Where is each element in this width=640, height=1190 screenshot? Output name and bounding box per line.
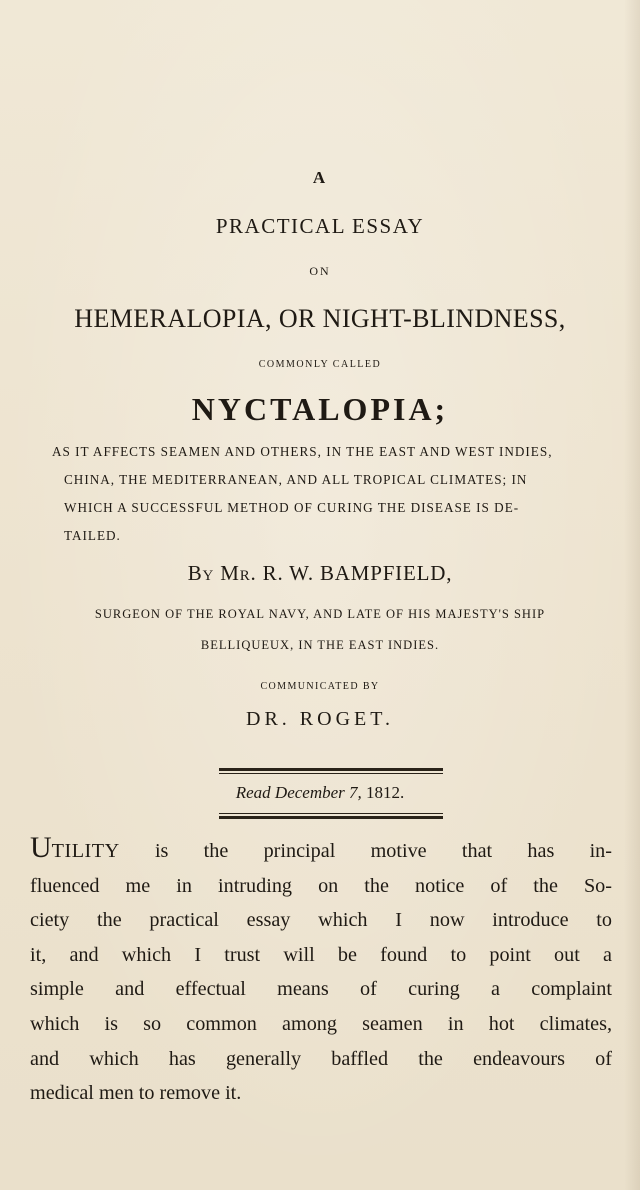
- subtitle-block: [52, 438, 624, 550]
- body-line: simple and effectual means of curing a complaint: [30, 978, 612, 1001]
- author-position-line1: SURGEON OF THE ROYAL NAVY, AND LATE OF HIS MAJESTY'S SHIP: [94, 607, 546, 621]
- title-subject: HEMERALOPIA, OR NIGHT-BLINDNESS,: [74, 304, 566, 333]
- subtitle-line: TAILED.: [64, 528, 121, 543]
- rule-thin-bottom: [219, 813, 443, 814]
- body-line: and which has generally baffled the endeavours of: [30, 1047, 612, 1070]
- title-commonly-called: COMMONLY CALLED: [258, 359, 382, 370]
- title-main: PRACTICAL ESSAY: [215, 214, 425, 238]
- body-line: ciety the practical essay which I now introduce to: [30, 909, 612, 932]
- body-line: medical men to remove it.: [30, 1082, 242, 1105]
- title-article: A: [312, 168, 328, 187]
- author-line: [0, 561, 640, 586]
- first-word-rest: TILITY: [51, 840, 120, 862]
- first-line-rest: is the principal motive that has in-: [119, 840, 612, 862]
- read-label: Read December 7,: [235, 783, 362, 802]
- rule-thick-bottom: [219, 816, 443, 819]
- rule-thin-top: [219, 773, 443, 774]
- author-name: R. W. BAMPFIELD,: [262, 561, 453, 585]
- read-date: [0, 783, 640, 803]
- body-line: it, and which I trust will be found to point out a: [30, 943, 612, 966]
- rule-thick-top: [219, 768, 443, 771]
- body-line: which is so common among seamen in hot climates,: [30, 1012, 612, 1035]
- author-title: Mr.: [220, 561, 257, 585]
- body-line-first: [30, 831, 612, 869]
- author-by: By: [187, 561, 215, 585]
- read-year: 1812.: [366, 783, 405, 802]
- author-position-line2: BELLIQUEUX, IN THE EAST INDIES.: [200, 638, 440, 652]
- subtitle-line: CHINA, THE MEDITERRANEAN, AND ALL TROPICAL CLIMATES; IN: [64, 472, 528, 487]
- subtitle-line: WHICH A SUCCESSFUL METHOD OF CURING THE DISEASE IS DE-: [64, 500, 520, 515]
- communicated-name: DR. ROGET.: [246, 708, 394, 730]
- communicated-label: COMMUNICATED BY: [260, 681, 380, 692]
- body-line: fluenced me in intruding on the notice of the So-: [30, 874, 612, 897]
- drop-cap: U: [30, 831, 52, 864]
- title-on: ON: [309, 264, 331, 278]
- subtitle-line: AS IT AFFECTS SEAMEN AND OTHERS, IN THE EAST AND WEST INDIES,: [52, 444, 553, 459]
- title-alt-name: NYCTALOPIA;: [191, 391, 449, 427]
- body-paragraph: [30, 831, 612, 1111]
